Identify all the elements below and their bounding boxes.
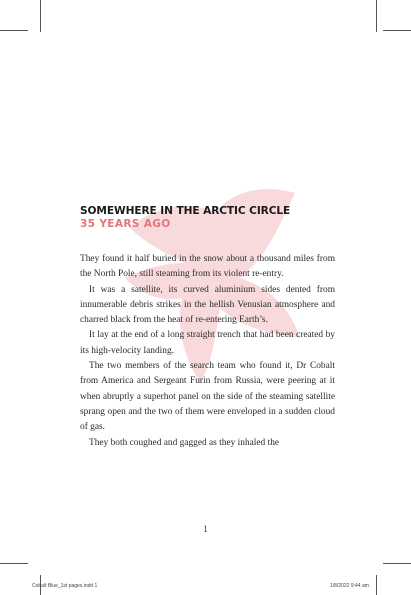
paragraph: They found it half buried in the snow about a thousand miles from the North Pole, still steaming from its violent re-entry. xyxy=(80,254,335,280)
crop-mark-top-right xyxy=(376,0,377,32)
crop-mark-left-top xyxy=(0,30,28,31)
slug-filename: Cobalt Blue_1st pages.indd 1 xyxy=(32,583,98,589)
paragraph: They both coughed and gagged as they inhaled the xyxy=(89,437,280,448)
paragraph: It was a satellite, its curved aluminium sides dented from innumerable debris strikes in the hellish Venusian atmosphere and charred black from the heat of re-entering Earth’s. xyxy=(80,284,335,326)
chapter-subtitle: 35 YEARS AGO xyxy=(80,218,171,230)
crop-mark-right-bottom xyxy=(383,563,411,564)
chapter-title: SOMEWHERE IN THE ARCTIC CIRCLE xyxy=(80,205,291,217)
body-text xyxy=(80,252,335,451)
paragraph: The two members of the search team who found it, Dr Cobalt from America and Sergeant Furin from Russia, were peering at it when abruptly a superhot panel on the side of the steaming satellite sprang open and the two of them were enveloped in a sudden cloud of gas. xyxy=(80,361,335,433)
crop-mark-bottom-right xyxy=(376,575,377,595)
crop-mark-top-left xyxy=(40,0,41,32)
paragraph: It lay at the end of a long straight trench that had been created by its high-velocity landing. xyxy=(80,330,335,356)
slug-timestamp: 1/8/2022 9:44 am xyxy=(330,583,369,589)
crop-mark-right-top xyxy=(383,30,411,31)
page-number: 1 xyxy=(203,524,208,534)
crop-mark-left-bottom xyxy=(0,563,28,564)
chapter-heading xyxy=(80,205,340,231)
